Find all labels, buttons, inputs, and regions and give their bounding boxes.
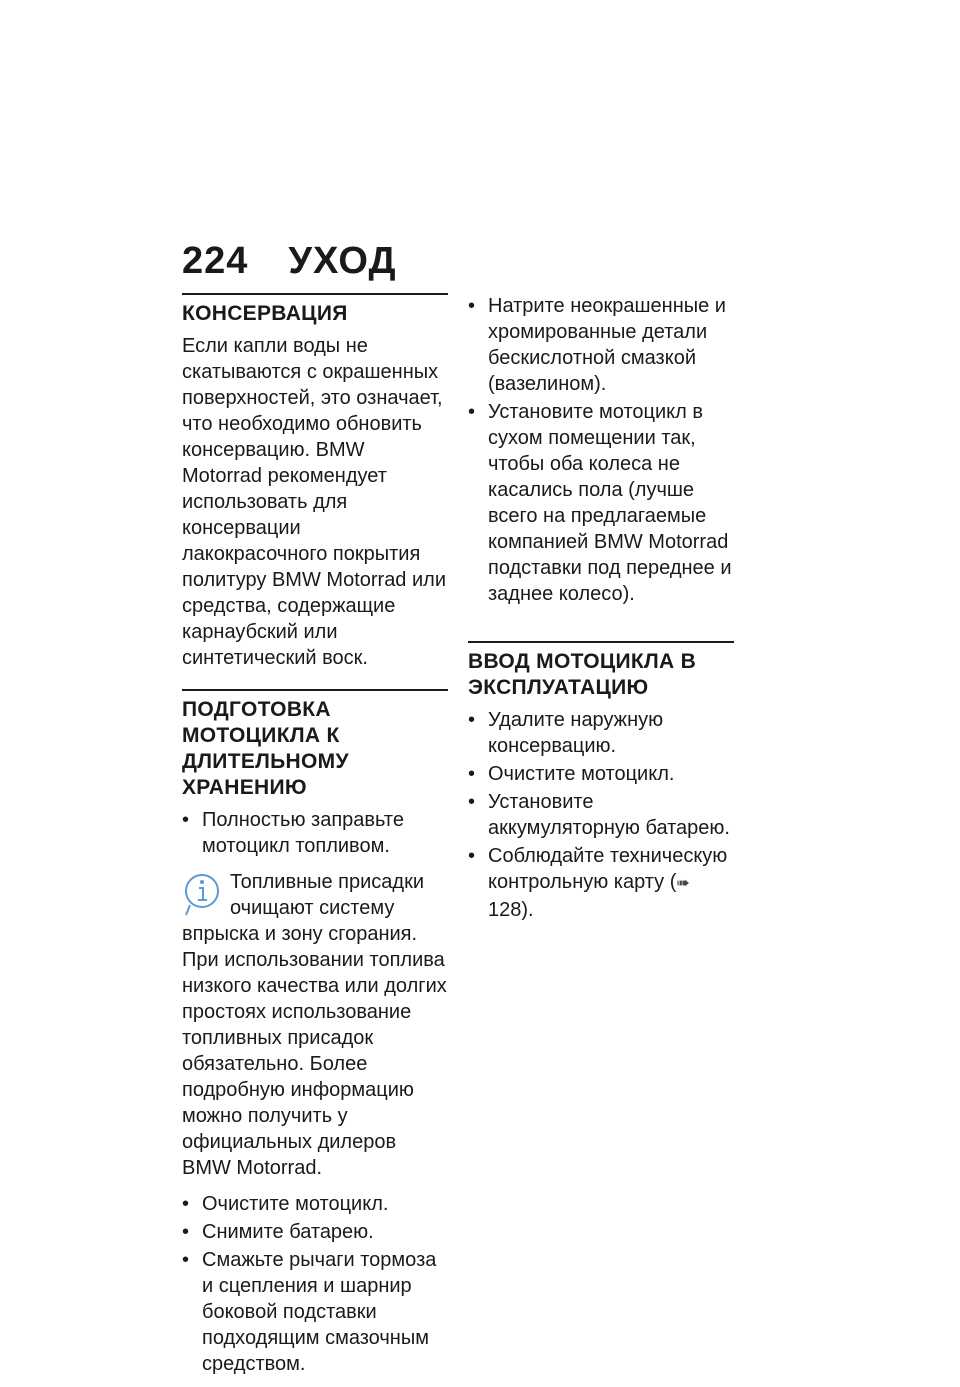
- page-reference[interactable]: 128: [488, 899, 522, 921]
- bullet-icon: •: [182, 1221, 190, 1243]
- list-item: • Полностью заправьте мотоцикл топливом.: [182, 809, 404, 857]
- operation-steps: [468, 707, 734, 923]
- conservation-text: Если капли воды не скатываются с окрашенных поверхностей, это означает, что необходимо обновить консервацию. BMW Motorrad рекомендует использовать для консервации лакокрасочного покрытия политуру BMW Motorrad или средства, содержащие карнаубский или синтетический воск.: [182, 335, 447, 669]
- bullet-icon: •: [468, 295, 476, 317]
- storage-steps-3: [468, 293, 734, 607]
- list-item: • Очистите мотоцикл.: [468, 763, 675, 785]
- bullet-icon: •: [468, 791, 476, 813]
- storage-steps-1: [182, 807, 448, 859]
- section-title-storage: ПОДГОТОВКА МОТОЦИКЛА К ДЛИТЕЛЬНОМУ ХРАНЕНИЮ: [182, 689, 448, 801]
- section-title-operation: ВВОД МОТОЦИКЛА В ЭКСПЛУАТАЦИЮ: [468, 641, 734, 701]
- info-icon: [182, 871, 222, 919]
- list-item: • Установите аккумуляторную батарею.: [468, 791, 730, 839]
- list-item: • Натрите неокрашенные и хромированные детали бескислотной смазкой (вазелином).: [468, 295, 726, 395]
- bullet-icon: •: [182, 809, 190, 831]
- page-header: [182, 240, 397, 283]
- info-text: Топливные присадки очищают систему впрыска и зону сгорания. При использовании топлива низкого качества или долгих простоях использование топливных присадок обязательно. Более подробную информацию можно получить у официальных дилеров BMW Motorrad.: [182, 871, 447, 1179]
- page-title: УХОД: [288, 240, 397, 282]
- page-number: 224: [182, 240, 249, 282]
- arrow-right-icon: ➠: [676, 875, 690, 892]
- left-column: [182, 293, 448, 1387]
- section-title-conservation: КОНСЕРВАЦИЯ: [182, 293, 448, 327]
- bullet-icon: •: [468, 845, 476, 867]
- bullet-icon: •: [468, 763, 476, 785]
- list-item: • Удалите наружную консервацию.: [468, 709, 664, 757]
- bullet-icon: •: [468, 709, 476, 731]
- bullet-icon: •: [468, 401, 476, 423]
- list-item: • Соблюдайте техническую контрольную карту (➠ 128).: [468, 845, 728, 921]
- right-column: [468, 293, 734, 933]
- list-item: • Смажьте рычаги тормоза и сцепления и шарнир боковой подставки подходящим смазочным средством.: [182, 1249, 437, 1375]
- storage-steps-2: [182, 1191, 448, 1377]
- bullet-icon: •: [182, 1249, 190, 1271]
- list-item: • Установите мотоцикл в сухом помещении так, чтобы оба колеса не касались пола (лучше всего на предлагаемые компанией BMW Motorrad подставки под переднее и заднее колесо).: [468, 401, 732, 605]
- bullet-icon: •: [182, 1193, 190, 1215]
- info-note: [182, 869, 448, 1181]
- list-item: • Очистите мотоцикл.: [182, 1193, 389, 1215]
- list-item: • Снимите батарею.: [182, 1221, 374, 1243]
